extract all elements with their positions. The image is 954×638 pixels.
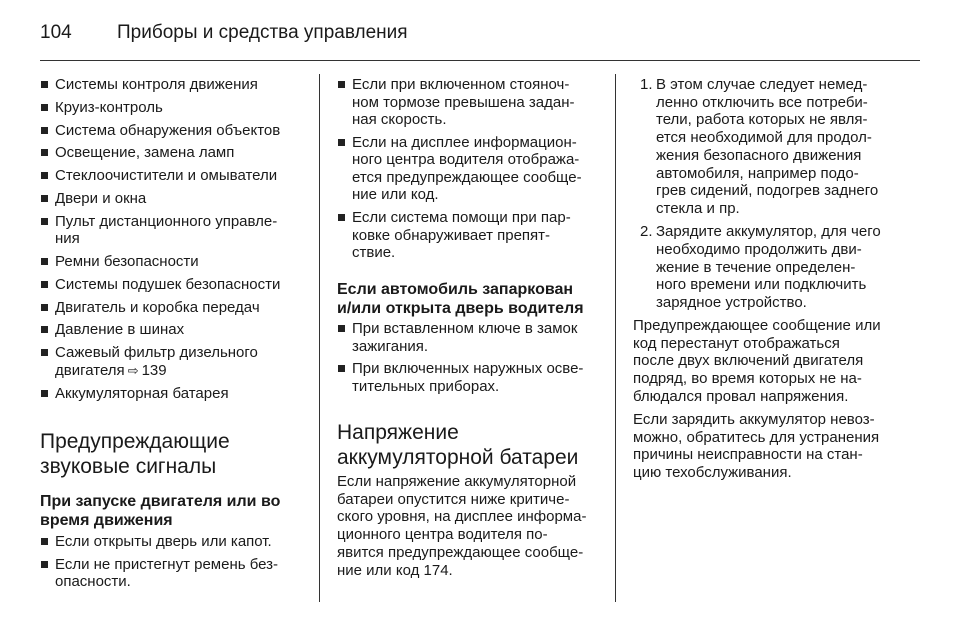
- column-1: [40, 76, 310, 407]
- bullet-icon: [338, 325, 345, 332]
- bullet-list: [337, 320, 607, 395]
- list-item: [337, 134, 607, 204]
- bullet-icon: [41, 538, 48, 545]
- bullet-icon: [41, 561, 48, 568]
- list-item: [40, 144, 310, 162]
- page-reference-arrow-icon: ⇨: [127, 362, 139, 378]
- item-text: Если на дисплее информацион- ного центра водителя отобража- ется предупреждающее сообще- ние или код.: [352, 133, 582, 204]
- list-item: [337, 76, 607, 129]
- subheading: При запуске двигателя или во время движения: [40, 493, 281, 529]
- bullet-icon: [41, 172, 48, 179]
- item-text: Если не пристегнут ремень без- опасности.: [55, 555, 279, 591]
- header-rule: [40, 60, 920, 61]
- bullet-icon: [41, 81, 48, 88]
- item-text: Если система помощи при пар- ковке обнаруживает препят- ствие.: [352, 209, 571, 262]
- bullet-icon: [41, 104, 48, 111]
- list-item: [337, 209, 607, 262]
- paragraph: Если напряжение аккумуляторной батареи опустится ниже критиче- ского уровня, на дисплее информа- ционного центра водителя по- явится предупреждающее сообще- ние или код 174.: [337, 473, 587, 579]
- list-item: [40, 299, 310, 317]
- item-text: Если при включенном стояноч- ном тормозе превышена задан- ная скорость.: [352, 76, 575, 128]
- list-item: [40, 99, 310, 117]
- bullet-icon: [41, 281, 48, 288]
- list-item: [40, 76, 310, 94]
- column-divider: [319, 74, 320, 602]
- bullet-icon: [41, 326, 48, 333]
- item-text: Освещение, замена ламп: [55, 144, 235, 162]
- item-text: Ремни безопасности: [55, 253, 199, 271]
- paragraph: Предупреждающее сообщение или код перестанут отображаться после двух включений двигателя подряд, во время которых не на- блюдался провал напряжения.: [633, 317, 881, 405]
- list-item: [40, 276, 310, 294]
- bullet-icon: [41, 258, 48, 265]
- subheading: Если автомобиль запаркован и/или открыта дверь водителя: [337, 281, 584, 317]
- section-heading: Предупреждающие звуковые сигналы: [40, 430, 230, 478]
- page-header-title: Приборы и средства управления: [117, 22, 408, 43]
- item-text: Круиз-контроль: [55, 98, 163, 116]
- list-item: [337, 360, 607, 395]
- list-item: [40, 533, 310, 551]
- list-item: [40, 167, 310, 185]
- paragraph: Если зарядить аккумулятор невоз- можно, обратитесь для устранения причины неисправности на стан- цию техобслуживания.: [633, 411, 880, 482]
- item-number: 1.: [640, 76, 653, 93]
- bullet-icon: [338, 365, 345, 372]
- bullet-icon: [338, 214, 345, 221]
- bullet-list: [337, 76, 607, 262]
- item-text: Если открыты дверь или капот.: [55, 533, 272, 550]
- bullet-icon: [41, 390, 48, 397]
- list-item: [40, 213, 310, 248]
- item-text: Аккумуляторная батарея: [55, 384, 229, 402]
- item-text: Системы подушек безопасности: [55, 275, 281, 293]
- numbered-list: [632, 76, 922, 312]
- item-text: Система обнаружения объектов: [55, 121, 281, 139]
- bullet-icon: [41, 195, 48, 202]
- item-text: Давление в шинах: [55, 321, 185, 339]
- section-heading: Напряжение аккумуляторной батареи: [337, 421, 579, 469]
- item-text: В этом случае следует немед- ленно отключить все потреби- тели, работа которых не явля- ется необходимой для продол- жения безопасного движения автомобиля, например подо- грев сидений, подогрев заднего стекла и пр.: [656, 76, 879, 217]
- item-text: Зарядите аккумулятор, для чего необходимо продолжить дви- жение в течение определен- ного времени или подключить зарядное устройство.: [656, 223, 881, 311]
- list-item: [40, 122, 310, 140]
- bullet-list: [40, 533, 310, 591]
- list-item: [40, 190, 310, 208]
- item-text: При включенных наружных осве- тительных приборах.: [352, 360, 584, 395]
- bullet-icon: [41, 127, 48, 134]
- page-reference[interactable]: 139: [141, 361, 167, 379]
- page-number: 104: [40, 22, 72, 43]
- column-divider: [615, 74, 616, 602]
- item-number: 2.: [640, 223, 653, 241]
- numbered-item: [632, 223, 922, 312]
- bullet-icon: [41, 218, 48, 225]
- item-text: Двери и окна: [55, 189, 147, 207]
- item-text: Сажевый фильтр дизельного двигателя: [55, 344, 258, 379]
- list-item: [40, 253, 310, 271]
- list-item: [40, 344, 310, 379]
- item-text: При вставленном ключе в замок зажигания.: [352, 320, 578, 355]
- numbered-item: [632, 76, 922, 218]
- bullet-icon: [41, 149, 48, 156]
- list-item: [337, 320, 607, 355]
- bullet-list: [40, 344, 310, 402]
- item-text: Стеклоочистители и омыватели: [55, 167, 278, 185]
- item-text: Системы контроля движения: [55, 76, 258, 93]
- list-item: [40, 556, 310, 591]
- bullet-icon: [41, 304, 48, 311]
- item-text: Пульт дистанционного управле- ния: [55, 212, 278, 248]
- list-item: [40, 385, 310, 403]
- bullet-icon: [41, 349, 48, 356]
- list-item: [40, 321, 310, 339]
- bullet-icon: [338, 139, 345, 146]
- item-text: Двигатель и коробка передач: [55, 298, 260, 316]
- bullet-icon: [338, 81, 345, 88]
- bullet-list: [40, 76, 310, 339]
